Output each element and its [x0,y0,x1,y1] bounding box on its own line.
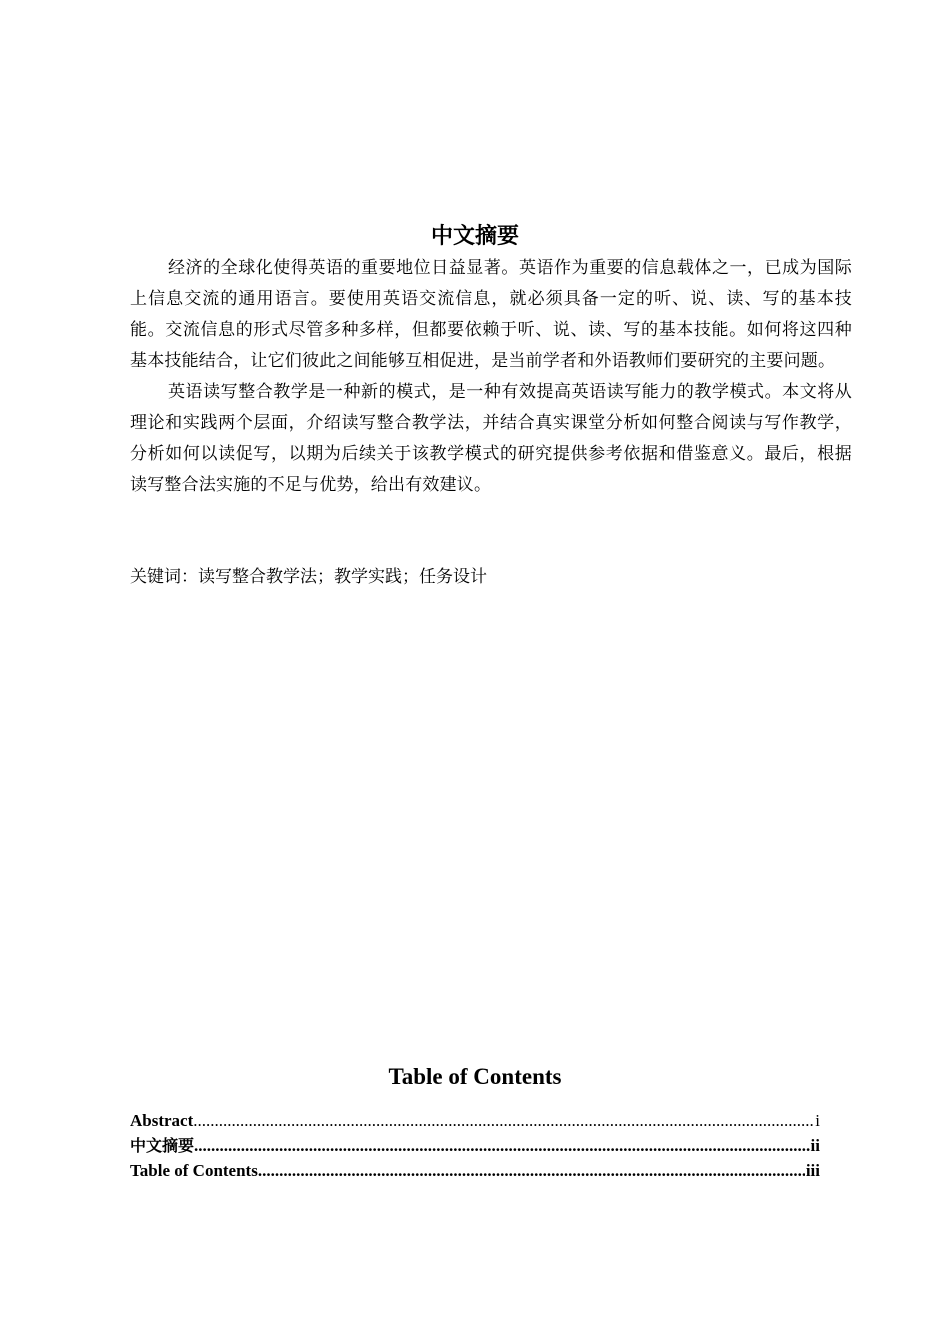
abstract-paragraph: 经济的全球化使得英语的重要地位日益显著。英语作为重要的信息载体之一，已成为国际上信息交流的通用语言。要使用英语交流信息，就必须具备一定的听、说、读、写的基本技能。交流信息的形式尽管多种多样，但都要依赖于听、说、读、写的基本技能。如何将这四种基本技能结合，让它们彼此之间能够互相促进，是当前学者和外语教师们要研究的主要问题。 [130,258,852,371]
toc-entry-label: Table of Contents [130,1161,258,1180]
toc-entry-label: Abstract [130,1111,194,1130]
toc-entry-page: i [815,1111,820,1130]
toc-entry-abstract[interactable] [130,1108,820,1133]
toc-title: Table of Contents [388,1064,562,1089]
toc-entry-page: ii [810,1136,820,1155]
toc-leader-dots [193,1108,814,1133]
toc-entry-chinese-abstract[interactable] [130,1133,820,1158]
abstract-title: 中文摘要 [430,224,519,249]
abstract-paragraph: 英语读写整合教学是一种新的模式，是一种有效提高英语读写能力的教学模式。本文将从理论和实践两个层面，介绍读写整合教学法，并结合真实课堂分析如何整合阅读与写作教学，分析如何以读促写，以期为后续关于该教学模式的研究提供参考依据和借鉴意义。最后，根据读写整合法实施的不足与优势，给出有效建议。 [130,382,852,495]
keywords-line: 关键词：读写整合教学法；教学实践；任务设计 [130,567,487,587]
abstract-body [130,253,852,501]
table-of-contents [130,1108,820,1183]
toc-entry-table-of-contents[interactable] [130,1158,820,1183]
toc-leader-dots [194,1133,810,1158]
toc-entry-page: iii [805,1161,820,1180]
toc-entry-label: 中文摘要 [130,1136,195,1155]
toc-leader-dots [258,1158,805,1183]
